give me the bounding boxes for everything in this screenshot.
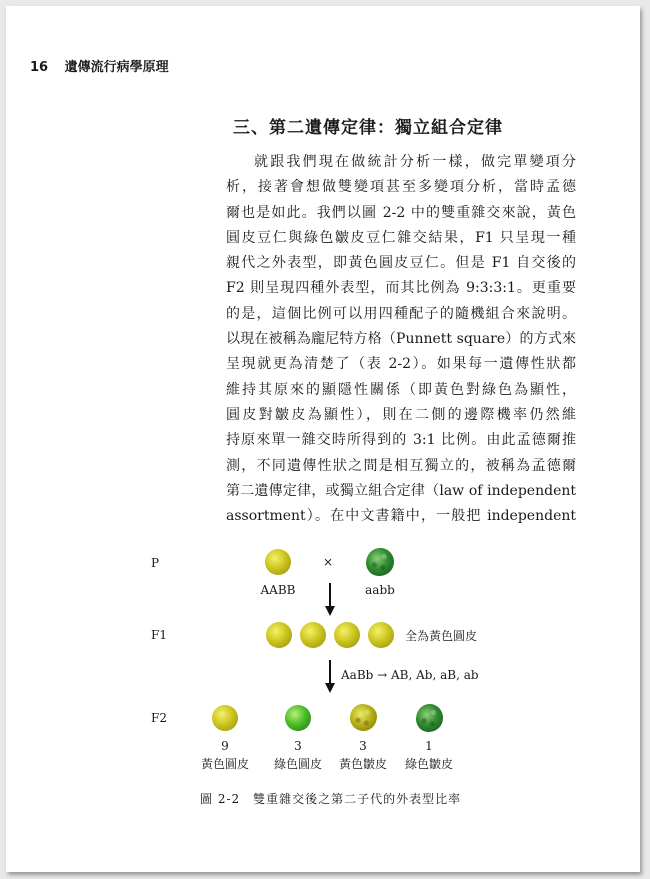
paragraph-line: 親代之外表型，即黃色圓皮豆仁。但是 F1 自交後的	[226, 255, 576, 272]
running-header	[30, 56, 169, 75]
paragraph-line: 圓皮對皺皮為顯性），則在二側的邊際機率仍然維	[226, 406, 576, 423]
p-generation-label: P	[151, 556, 160, 570]
f2-count: 1	[425, 739, 433, 753]
parent2-genotype: aabb	[365, 583, 395, 597]
book-title: 遺傳流行病學原理	[64, 60, 169, 75]
yellow-round-pea-icon	[212, 705, 238, 731]
green-wrinkled-pea-icon	[416, 704, 443, 732]
paragraph-line: 的是，這個比例可以用四種配子的隨機組合來說明。	[226, 305, 576, 322]
down-arrow-icon	[329, 583, 331, 608]
paragraph-line: 持原來單一雜交時所得到的 3:1 比例。由此孟德爾推	[226, 432, 576, 449]
f2-count: 3	[359, 739, 367, 753]
figure-caption: 圖 2-2 雙重雜交後之第二子代的外表型比率	[200, 792, 462, 806]
down-arrowhead-icon	[325, 683, 335, 693]
body-paragraph	[226, 150, 576, 529]
paragraph-line: 呈現就更為清楚了（表 2-2）。如果每一遺傳性狀都	[226, 356, 576, 373]
paragraph-line: 圓皮豆仁與綠色皺皮豆仁雜交結果，F1 只呈現一種	[226, 229, 576, 246]
f2-count: 9	[221, 739, 229, 753]
yellow-round-pea-icon	[266, 622, 292, 648]
down-arrowhead-icon	[325, 606, 335, 616]
paragraph-line: 第二遺傳定律，或獨立組合定律（law of independent	[226, 482, 576, 499]
parent1-genotype: AABB	[260, 583, 296, 597]
paragraph-line: 就跟我們現在做統計分析一樣，做完單變項分	[254, 154, 576, 170]
f2-phenotype: 綠色圓皮	[273, 757, 322, 771]
paragraph-line: 維持其原來的顯隱性關係（即黃色對綠色為顯性，	[226, 381, 576, 398]
down-arrow-icon	[329, 660, 331, 685]
page-number: 16	[30, 60, 49, 75]
paragraph-line: 以現在被稱為龐尼特方格（Punnett square）的方式來	[226, 331, 576, 348]
f2-count: 3	[294, 739, 302, 753]
f1-phenotype: 全為黃色圓皮	[405, 629, 478, 643]
yellow-round-pea-icon	[265, 549, 291, 575]
f2-phenotype: 綠色皺皮	[404, 757, 453, 771]
yellow-round-pea-icon	[300, 622, 326, 648]
paragraph-line: assortment）。在中文書籍中，一般把 independent	[226, 508, 576, 525]
yellow-round-pea-icon	[368, 622, 394, 648]
paragraph-line: 析，接著會想做雙變項甚至多變項分析，當時孟德	[226, 179, 576, 196]
f1-generation-label: F1	[151, 628, 167, 642]
f2-phenotype: 黃色圓皮	[200, 757, 249, 771]
cross-symbol: ×	[323, 555, 334, 569]
f2-generation-label: F2	[151, 711, 167, 725]
gametes-label: AaBb → AB, Ab, aB, ab	[341, 668, 479, 682]
section-title: 三、第二遺傳定律：獨立組合定律	[233, 118, 503, 138]
paragraph-line: 爾也是如此。我們以圖 2-2 中的雙重雜交來說，黃色	[226, 204, 576, 221]
green-wrinkled-pea-icon	[366, 548, 394, 576]
paragraph-line: F2 則呈現四種外表型，而其比例為 9:3:3:1。更重要	[226, 280, 576, 297]
paragraph-line: 測，不同遺傳性狀之間是相互獨立的，被稱為孟德爾	[226, 457, 576, 474]
green-round-pea-icon	[285, 705, 311, 731]
yellow-round-pea-icon	[334, 622, 360, 648]
f2-phenotype: 黃色皺皮	[338, 757, 387, 771]
